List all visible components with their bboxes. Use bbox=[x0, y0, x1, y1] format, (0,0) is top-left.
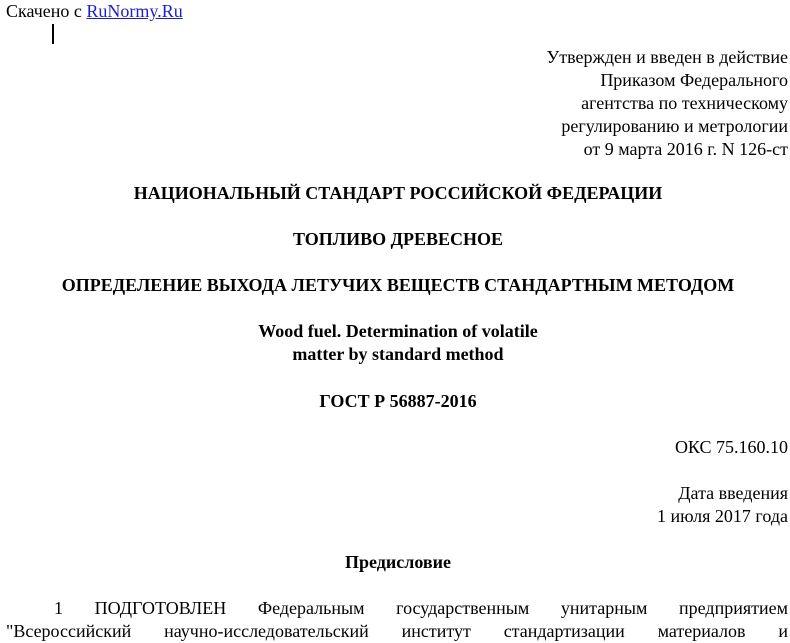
source-line bbox=[6, 1, 183, 21]
preface-line: 1 ПОДГОТОВЛЕН Федеральным государственным унитарным предприятием bbox=[54, 598, 788, 618]
oks-code: ОКС 75.160.10 bbox=[674, 437, 788, 457]
source-prefix: Скачено с bbox=[6, 1, 82, 21]
approval-line: от 9 марта 2016 г. N 126-ст bbox=[583, 139, 788, 159]
approval-line: Приказом Федерального bbox=[600, 70, 788, 90]
preface-title: Предисловие bbox=[345, 552, 451, 572]
preface-paragraph bbox=[6, 597, 788, 643]
runormy-link[interactable]: RuNormy.Ru bbox=[86, 1, 183, 21]
text-cursor bbox=[52, 24, 54, 44]
approval-block bbox=[546, 46, 788, 161]
approval-line: регулированию и метрологии bbox=[561, 116, 788, 136]
english-title-line-1: Wood fuel. Determination of volatile bbox=[258, 321, 538, 341]
intro-date-value: 1 июля 2017 года bbox=[657, 506, 788, 526]
preface-line: "Всероссийский научно-исследовательский институт стандартизации материалов и bbox=[6, 621, 788, 641]
national-standard-heading: НАЦИОНАЛЬНЫЙ СТАНДАРТ РОССИЙСКОЙ ФЕДЕРАЦИИ bbox=[133, 183, 663, 203]
english-title-line-2: matter by standard method bbox=[292, 344, 504, 364]
approval-line: Утвержден и введен в действие bbox=[546, 47, 788, 67]
document-subtitle: ОПРЕДЕЛЕНИЕ ВЫХОДА ЛЕТУЧИХ ВЕЩЕСТВ СТАНДАРТНЫМ МЕТОДОМ bbox=[61, 275, 735, 295]
gost-number: ГОСТ Р 56887-2016 bbox=[319, 391, 477, 411]
intro-date-label: Дата введения bbox=[678, 483, 788, 503]
approval-line: агентства по техническому bbox=[581, 93, 788, 113]
document-title: ТОПЛИВО ДРЕВЕСНОЕ bbox=[292, 229, 504, 249]
